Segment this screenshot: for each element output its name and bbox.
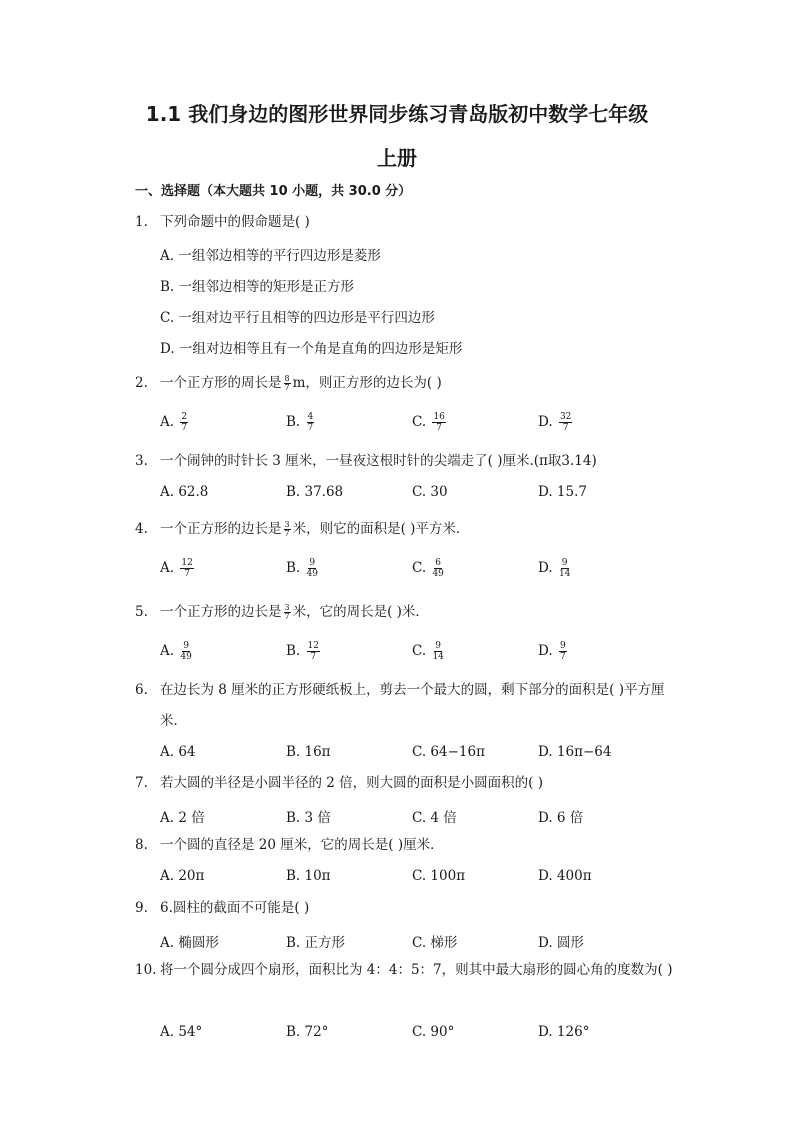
option-d: D. 6 倍 — [538, 810, 584, 826]
fraction — [180, 641, 191, 662]
denominator: 7 — [307, 423, 314, 433]
option-c: C. 一组对边平行且相等的四边形是平行四边形 — [160, 310, 435, 326]
option-c: C. 30 — [412, 484, 448, 500]
option-c — [412, 412, 448, 433]
denominator: 49 — [306, 569, 318, 579]
numerator: 4 — [307, 412, 314, 422]
question-stem: 一个闹钟的时针长 3 厘米，一昼夜这根时针的尖端走了( )厘米.(π取3.14) — [160, 453, 597, 469]
option-b: B. 一组邻边相等的矩形是正方形 — [160, 279, 355, 295]
denominator: 49 — [432, 569, 444, 579]
fraction — [284, 375, 291, 392]
fraction — [284, 604, 291, 621]
question-number: 9. — [135, 900, 148, 916]
question-stem — [160, 597, 680, 628]
denominator: 7 — [284, 612, 290, 621]
option-label: B. — [286, 643, 301, 659]
option-b: B. 37.68 — [286, 484, 344, 500]
option-d: D. 一组对边相等且有一个角是直角的四边形是矩形 — [160, 341, 463, 357]
option-a: A. 椭圆形 — [160, 935, 219, 951]
denominator: 7 — [181, 423, 188, 433]
page-title-line2: 上册 — [377, 146, 417, 170]
option-c: C. 100π — [412, 868, 466, 884]
numerator: 9 — [559, 641, 566, 651]
question-number: 1. — [135, 214, 148, 230]
fraction — [307, 412, 315, 433]
denominator: 7 — [184, 569, 190, 579]
fraction — [284, 521, 291, 538]
option-a: A. 20π — [160, 868, 205, 884]
numerator: 9 — [183, 641, 189, 651]
question-stem: 下列命题中的假命题是( ) — [160, 214, 310, 230]
numerator: 8 — [284, 374, 290, 383]
option-b: B. 16π — [286, 744, 331, 760]
stem-text: 米，则它的面积是( )平方米． — [292, 521, 470, 537]
fraction — [180, 558, 193, 579]
question-stem: 若大圆的半径是小圆半径的 2 倍，则大圆的面积是小圆面积的( ) — [160, 775, 543, 791]
option-label: C. — [412, 414, 427, 430]
question-number: 5. — [135, 604, 148, 620]
option-a: A. 2 倍 — [160, 810, 205, 826]
fraction — [307, 641, 320, 662]
numerator: 3 — [284, 520, 290, 529]
question-number: 4. — [135, 521, 148, 537]
question-number: 8. — [135, 837, 148, 853]
fraction — [307, 558, 318, 579]
question-number: 7. — [135, 775, 148, 791]
option-b: B. 3 倍 — [286, 810, 331, 826]
fraction — [559, 558, 570, 579]
denominator: 7 — [562, 423, 569, 433]
fraction — [432, 641, 443, 662]
option-b — [286, 412, 316, 433]
fraction — [432, 412, 445, 433]
numerator: 6 — [435, 558, 442, 568]
option-d — [538, 558, 572, 579]
numerator: 9 — [309, 558, 316, 568]
option-c: C. 64−16π — [412, 744, 485, 760]
option-d — [538, 641, 569, 662]
option-d: D. 126° — [538, 1024, 590, 1040]
option-b: B. 10π — [286, 868, 331, 884]
option-a: A. 62.8 — [160, 484, 209, 500]
denominator: 7 — [310, 652, 317, 662]
section-heading: 一、选择题（本大题共 10 小题，共 30.0 分） — [135, 184, 412, 199]
option-d — [538, 412, 574, 433]
numerator: 32 — [559, 412, 572, 422]
fraction — [432, 558, 443, 579]
numerator: 16 — [433, 412, 445, 422]
option-a: A. 54° — [160, 1024, 203, 1040]
numerator: 12 — [307, 641, 319, 651]
question-stem — [160, 514, 680, 545]
option-d: D. 圆形 — [538, 935, 584, 951]
option-d: D. 15.7 — [538, 484, 587, 500]
page-title-line1: 1.1 我们身边的图形世界同步练习青岛版初中数学七年级 — [145, 102, 649, 126]
numerator: 2 — [181, 412, 188, 422]
question-stem: 在边长为 8 厘米的正方形硬纸板上，剪去一个最大的圆，剩下部分的面积是( )平方厘米． — [160, 682, 665, 729]
option-c: C. 梯形 — [412, 935, 458, 951]
stem-text: 米，它的周长是( )米． — [292, 604, 429, 620]
option-label: A. — [160, 643, 175, 659]
numerator: 3 — [284, 603, 290, 612]
question-number: 10. — [135, 962, 157, 978]
option-label: D. — [538, 643, 553, 659]
option-c — [412, 641, 446, 662]
question-number: 6. — [135, 682, 148, 698]
numerator: 9 — [435, 641, 442, 651]
option-a: A. 一组邻边相等的平行四边形是菱形 — [160, 248, 381, 264]
option-b — [286, 641, 322, 662]
option-d: D. 16π−64 — [538, 744, 612, 760]
option-label: A. — [160, 560, 175, 576]
fraction — [180, 412, 188, 433]
denominator: 7 — [436, 423, 443, 433]
question-number: 2. — [135, 375, 148, 391]
option-label: B. — [286, 560, 301, 576]
denominator: 7 — [284, 383, 290, 392]
question-stem: 6.圆柱的截面不可能是( ) — [160, 900, 310, 916]
stem-text: m，则正方形的边长为( ) — [292, 375, 442, 391]
option-label: C. — [412, 643, 427, 659]
fraction — [559, 412, 572, 433]
denominator: 7 — [559, 652, 566, 662]
option-a — [160, 412, 190, 433]
numerator: 12 — [181, 558, 193, 568]
stem-text: 一个正方形的边长是 — [160, 604, 282, 620]
option-label: B. — [286, 414, 301, 430]
option-label: A. — [160, 414, 175, 430]
option-b: B. 正方形 — [286, 935, 346, 951]
option-a — [160, 558, 196, 579]
numerator: 9 — [561, 558, 568, 568]
question-number: 3. — [135, 453, 148, 469]
option-b: B. 72° — [286, 1024, 329, 1040]
option-label: D. — [538, 560, 553, 576]
option-c — [412, 558, 446, 579]
denominator: 7 — [284, 529, 290, 538]
denominator: 14 — [558, 569, 571, 579]
option-a — [160, 641, 194, 662]
option-c: C. 90° — [412, 1024, 455, 1040]
denominator: 49 — [180, 652, 192, 662]
question-stem — [160, 368, 680, 399]
stem-text: 一个正方形的周长是 — [160, 375, 282, 391]
option-d: D. 400π — [538, 868, 592, 884]
fraction — [559, 641, 567, 662]
question-stem: 将一个圆分成四个扇形，面积比为 4：4：5：7，则其中最大扇形的圆心角的度数为( ) — [160, 962, 673, 978]
denominator: 14 — [432, 652, 444, 662]
option-b — [286, 558, 320, 579]
option-label: D. — [538, 414, 553, 430]
stem-text: 一个正方形的边长是 — [160, 521, 282, 537]
question-stem: 一个圆的直径是 20 厘米，它的周长是( )厘米． — [160, 837, 444, 853]
option-a: A. 64 — [160, 744, 196, 760]
option-c: C. 4 倍 — [412, 810, 457, 826]
option-label: C. — [412, 560, 427, 576]
